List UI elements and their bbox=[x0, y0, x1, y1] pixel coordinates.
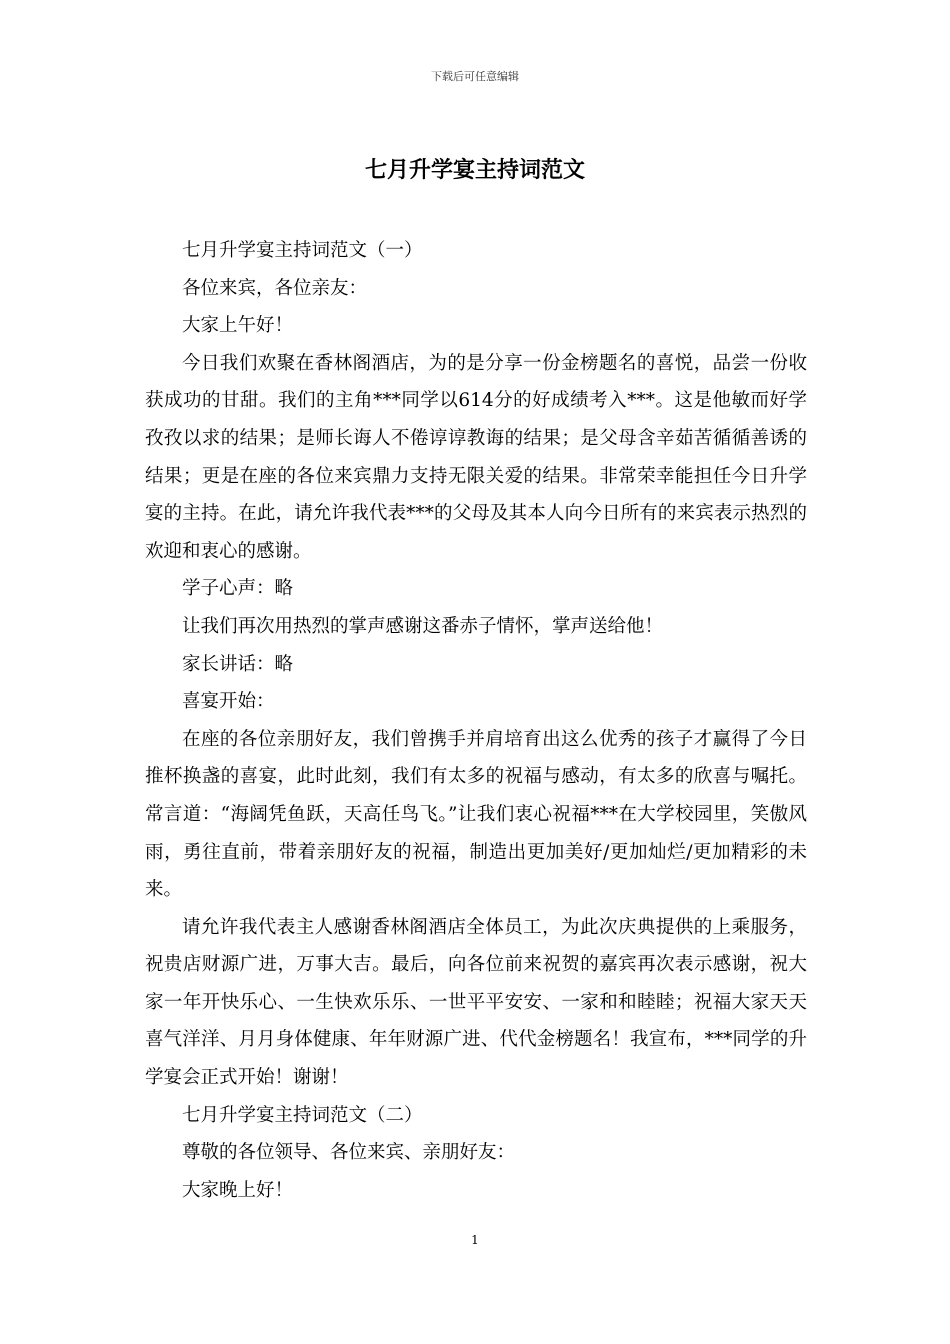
paragraph: 今日我们欢聚在香林阁酒店，为的是分享一份金榜题名的喜悦，品尝一份收获成功的甘甜。我们的主角***同学以614分的好成绩考入***。这是他敏而好学孜孜以求的结果；是师长诲人不倦谆谆教诲的结果；是父母含辛茹苦循循善诱的结果；更是在座的各位来宾鼎力支持无限关爱的结果。非常荣幸能担任今日升学宴的主持。在此，请允许我代表***的父母及其本人向今日所有的来宾表示热烈的欢迎和衷心的感谢。 bbox=[145, 352, 807, 562]
paragraph: 让我们再次用热烈的掌声感谢这番赤子情怀，掌声送给他！ bbox=[182, 615, 664, 637]
greeting: 大家晚上好！ bbox=[182, 1179, 294, 1201]
document-body bbox=[145, 232, 807, 1209]
salutation: 各位来宾，各位亲友： bbox=[182, 277, 368, 299]
paragraph: 在座的各位亲朋好友，我们曾携手并肩培育出这么优秀的孩子才赢得了今日推杯换盏的喜宴，此时此刻，我们有太多的祝福与感动，有太多的欣喜与嘱托。常言道：“海阔凭鱼跃，天高任鸟飞。”让我们衷心祝福***在大学校园里，笑傲风雨，勇往直前，带着亲朋好友的祝福，制造出更加美好/更加灿烂/更加精彩的未来。 bbox=[145, 728, 807, 901]
header-note: 下载后可任意编辑 bbox=[431, 70, 519, 83]
page-number: 1 bbox=[471, 1233, 479, 1247]
paragraph: 家长讲话：略 bbox=[182, 653, 294, 675]
paragraph: 喜宴开始： bbox=[182, 691, 275, 713]
salutation: 尊敬的各位领导、各位来宾、亲朋好友： bbox=[182, 1142, 516, 1164]
section-heading: 七月升学宴主持词范文（一） bbox=[182, 240, 423, 261]
document-title: 七月升学宴主持词范文 bbox=[364, 157, 585, 183]
paragraph: 请允许我代表主人感谢香林阁酒店全体员工，为此次庆典提供的上乘服务，祝贵店财源广进，万事大吉。最后，向各位前来祝贺的嘉宾再次表示感谢，祝大家一年开快乐心、一生快欢乐乐、一世平平安安、一家和和睦睦；祝福大家天天喜气洋洋、月月身体健康、年年财源广进、代代金榜题名！我宣布，***同学的升学宴会正式开始！谢谢！ bbox=[145, 916, 807, 1089]
section-heading: 七月升学宴主持词范文（二） bbox=[182, 1104, 423, 1126]
paragraph: 学子心声：略 bbox=[182, 578, 294, 600]
greeting: 大家上午好！ bbox=[182, 315, 294, 337]
